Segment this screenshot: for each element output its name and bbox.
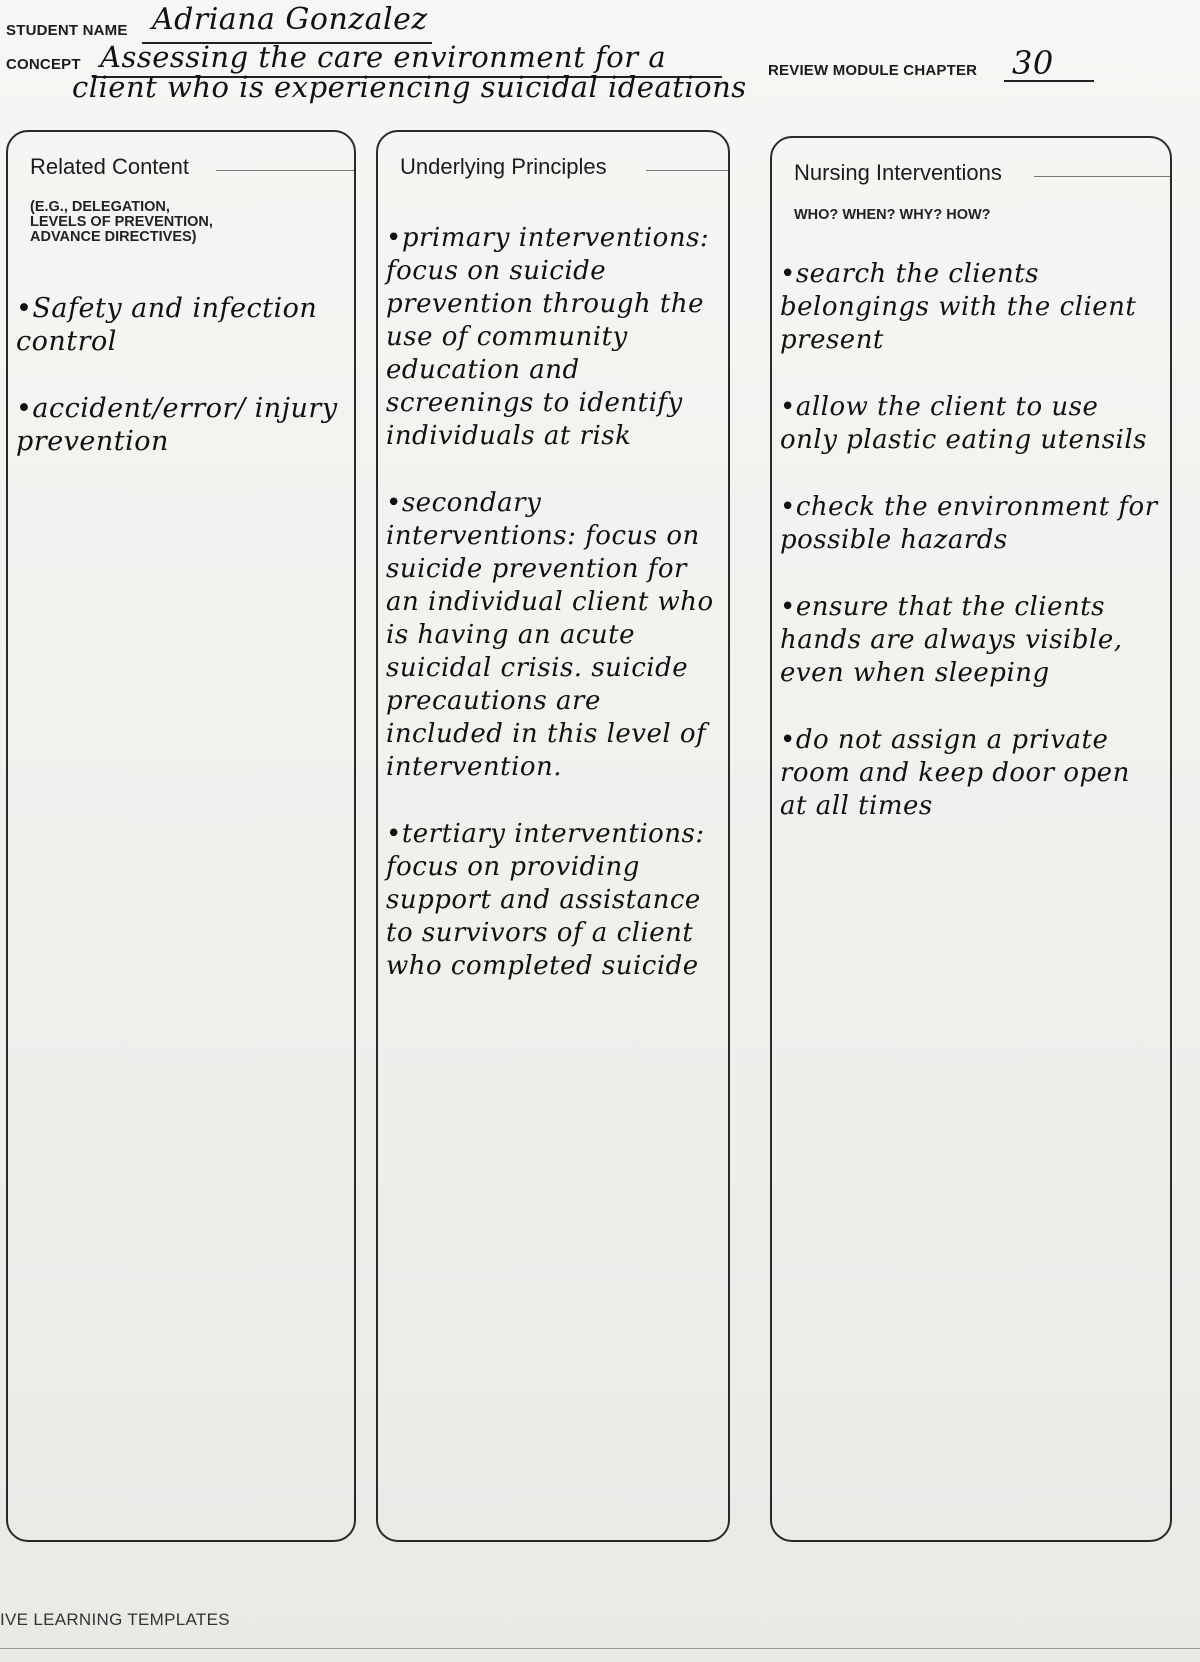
nursing-interventions-notes	[780, 258, 1164, 857]
note-item: •Safety and infection control	[16, 293, 318, 357]
student-name-value: Adriana Gonzalez	[152, 2, 428, 37]
concept-line-2: client who is experiencing suicidal ideations	[72, 70, 747, 104]
related-content-title-rule	[216, 170, 354, 171]
chapter-label: REVIEW MODULE CHAPTER	[768, 62, 978, 79]
footer-text: IVE LEARNING TEMPLATES	[0, 1610, 230, 1629]
nursing-interventions-title-rule	[1034, 176, 1170, 177]
note-item: •primary interventions: focus on suicide prevention through the use of community education and screenings to identify individuals at risk	[386, 223, 710, 451]
concept-label: CONCEPT	[6, 56, 81, 73]
note-item: •accident/error/ injury prevention	[16, 393, 338, 457]
related-content-title: Related Content	[30, 154, 189, 179]
underlying-principles-title: Underlying Principles	[400, 154, 607, 179]
note-item: •search the clients belongings with the client present	[780, 259, 1137, 355]
subtitle-line: (E.G., DELEGATION,	[30, 199, 170, 215]
student-name-label: STUDENT NAME	[6, 22, 128, 39]
footer-rule	[0, 1648, 1200, 1649]
note-item: •tertiary interventions: focus on providing support and assistance to survivors of a client who completed suicide	[386, 819, 705, 981]
related-content-subtitle	[30, 200, 213, 245]
note-item: •do not assign a private room and keep door open at all times	[780, 725, 1130, 821]
chapter-value: 30	[1012, 44, 1054, 82]
underlying-principles-title-rule	[646, 170, 728, 171]
nursing-interventions-column	[770, 136, 1172, 1542]
subtitle-line: LEVELS OF PREVENTION,	[30, 214, 213, 230]
note-item: •check the environment for possible hazards	[780, 492, 1158, 555]
nursing-interventions-subtitle: WHO? WHEN? WHY? HOW?	[794, 207, 991, 223]
related-content-notes	[16, 292, 348, 492]
note-item: •ensure that the clients hands are always visible, even when sleeping	[780, 592, 1123, 688]
nursing-interventions-title: Nursing Interventions	[794, 160, 1002, 185]
related-content-column	[6, 130, 356, 1542]
subtitle-line: ADVANCE DIRECTIVES)	[30, 229, 197, 245]
underlying-principles-notes	[386, 222, 722, 1017]
concept-line-1: Assessing the care environment for a	[100, 40, 667, 74]
note-item: •secondary interventions: focus on suicide prevention for an individual client who is having an acute suicidal crisis. suicide precautions are included in this level of intervention.	[386, 488, 714, 782]
underlying-principles-column	[376, 130, 730, 1542]
note-item: •allow the client to use only plastic eating utensils	[780, 392, 1148, 455]
